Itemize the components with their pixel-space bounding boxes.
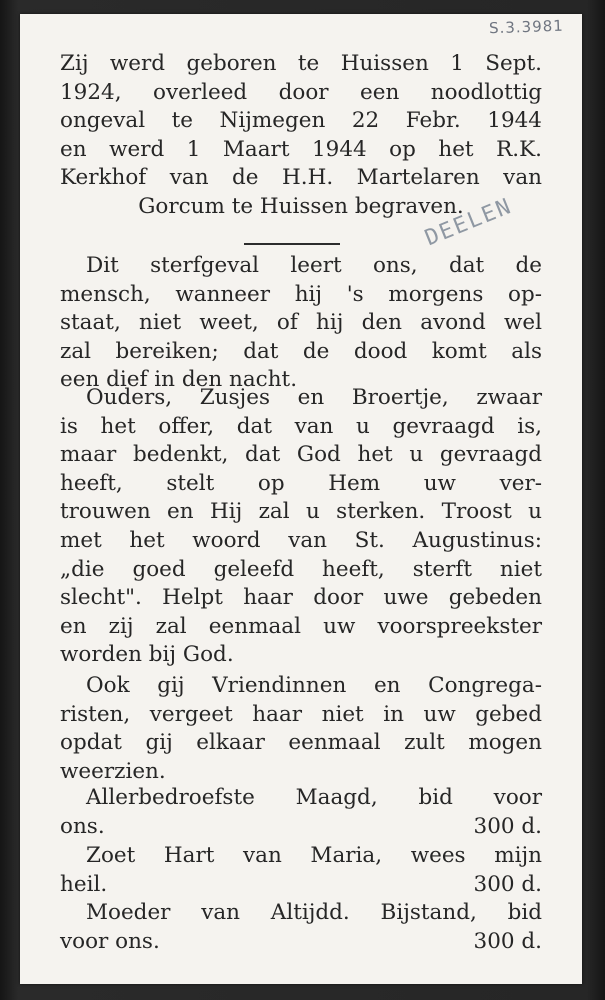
prayer-1 bbox=[60, 784, 542, 841]
prayer-text: Moeder van Altijdd. Bijstand, bid bbox=[86, 900, 542, 925]
paragraph-3 bbox=[60, 672, 542, 786]
paragraph-line: Ouders, Zusjes en Broertje, zwaar bbox=[86, 385, 542, 410]
intro-line: Zij werd geboren te Huissen 1 Sept. bbox=[60, 51, 542, 76]
paragraph-line: worden bij God. bbox=[60, 642, 234, 668]
prayer-text: Allerbedroefste Maagd, bid voor bbox=[86, 785, 542, 810]
paragraph-line: staat, niet weet, of hij den avond wel bbox=[60, 310, 542, 336]
handwritten-note: DEELEN bbox=[421, 193, 516, 252]
paragraph-line: Ook gij Vriendinnen en Congrega- bbox=[86, 673, 542, 698]
prayer-text-end: heil. bbox=[60, 871, 108, 897]
paragraph-line: en zij zal eenmaal uw voorspreekster bbox=[60, 613, 542, 639]
divider-rule bbox=[244, 243, 340, 245]
indulgence-label: 300 d. bbox=[473, 928, 542, 954]
paragraph-line: „die goed geleefd heeft, sterft niet bbox=[60, 556, 542, 582]
intro-text bbox=[60, 50, 542, 222]
paragraph-line: slecht". Helpt haar door uwe gebeden bbox=[60, 585, 542, 611]
paragraph-line: heeft, stelt op Hem uw ver- bbox=[60, 470, 542, 496]
paragraph-2 bbox=[60, 384, 542, 670]
archive-code: S.3.3981 bbox=[488, 16, 565, 38]
intro-line: 1924, overleed door een noodlottig bbox=[60, 79, 542, 105]
paragraph-line: is het offer, dat van u gevraagd is, bbox=[60, 413, 542, 439]
paragraph-line: zal bereiken; dat de dood komt als bbox=[60, 338, 542, 364]
paragraph-line: weerzien. bbox=[60, 758, 166, 784]
indulgence-label: 300 d. bbox=[473, 871, 542, 897]
prayer-3 bbox=[60, 899, 542, 956]
paragraph-1 bbox=[60, 252, 542, 395]
paragraph-line: een dief in den nacht. bbox=[60, 367, 298, 393]
paragraph-line: trouwen en Hij zal u sterken. Troost u bbox=[60, 499, 542, 525]
prayer-text-end: ons. bbox=[60, 813, 105, 839]
paragraph-line: mensch, wanneer hij 's morgens op- bbox=[60, 281, 542, 307]
paragraph-line: met het woord van St. Augustinus: bbox=[60, 527, 542, 553]
prayer-text-end: voor ons. bbox=[60, 928, 160, 954]
paragraph-line: maar bedenkt, dat God het u gevraagd bbox=[60, 442, 542, 468]
paragraph-line: opdat gij elkaar eenmaal zult mogen bbox=[60, 730, 542, 756]
memorial-card bbox=[20, 14, 582, 984]
paragraph-line: Dit sterfgeval leert ons, dat de bbox=[86, 253, 542, 278]
indulgence-label: 300 d. bbox=[473, 813, 542, 839]
prayer-text: Zoet Hart van Maria, wees mijn bbox=[86, 843, 542, 868]
intro-line: ongeval te Nijmegen 22 Febr. 1944 bbox=[60, 108, 542, 134]
intro-line: Gorcum te Huissen begraven. bbox=[138, 193, 464, 219]
paragraph-line: risten, vergeet haar niet in uw gebed bbox=[60, 701, 542, 727]
intro-line: en werd 1 Maart 1944 op het R.K. bbox=[60, 136, 542, 162]
prayer-2 bbox=[60, 842, 542, 899]
intro-line: Kerkhof van de H.H. Martelaren van bbox=[60, 165, 542, 191]
